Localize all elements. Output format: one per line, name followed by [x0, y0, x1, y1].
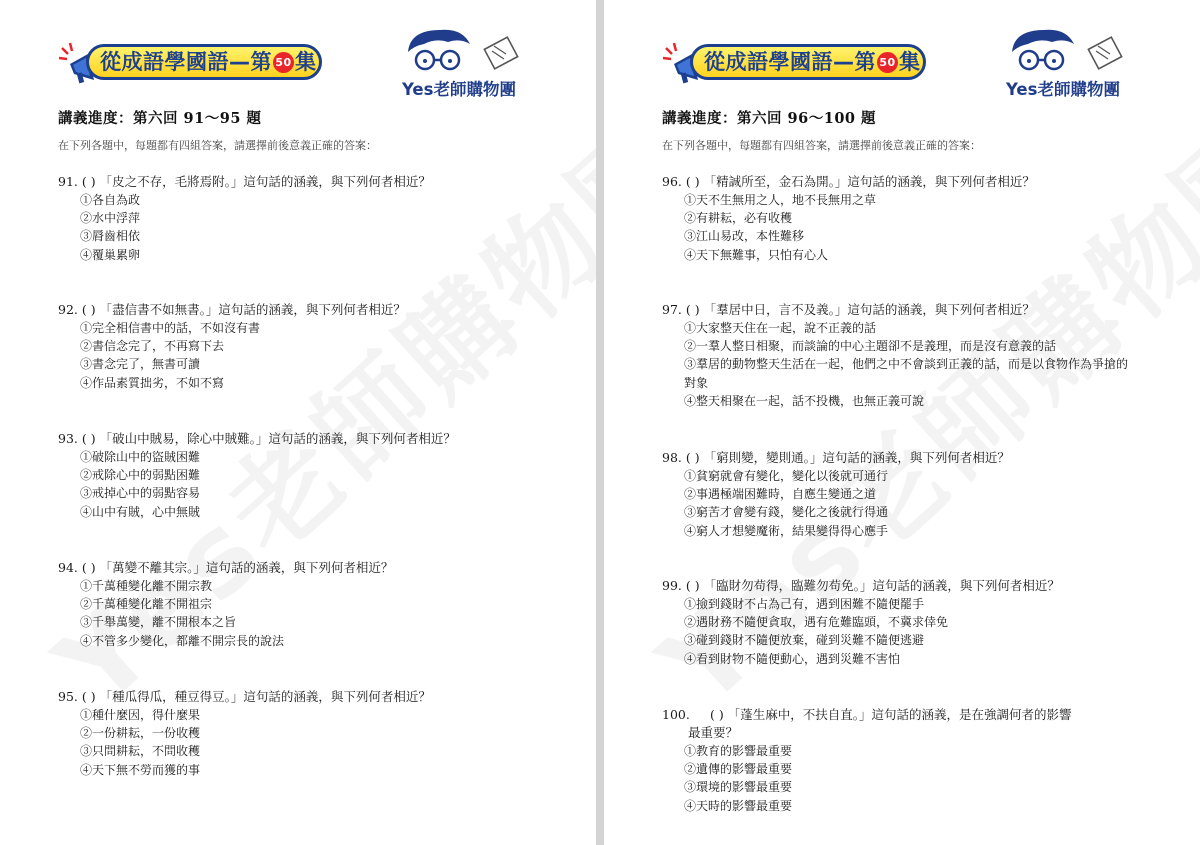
option-1: ①完全相信書中的話，不如沒有書	[80, 321, 261, 335]
worksheet-page-left	[0, 0, 596, 845]
option-3: ③書念完了，無書可讀	[80, 357, 201, 372]
option-3: ③千舉萬變，離不開根本之旨	[80, 615, 237, 630]
question-95: 95. ( ) 「種瓜得瓜，種豆得豆。」這句話的涵義，與下列何者相近？ ①種什麼因，得什麼果 ②一份耕耘，一份收穫 ③只問耕耘，不問收穫 ④天下無不勞而獲的事	[58, 688, 558, 779]
question-96: 96. ( ) 「精誠所至，金石為開。」這句話的涵義，與下列何者相近？ ①天不生無用之人，地不長無用之草 ②有耕耘，必有收穫 ③江山易改，本性難移 ④天下無難事，只怕有心人	[662, 173, 1162, 264]
instructions: 在下列各題中，每題都有四組答案，請選擇前後意義正確的答案：	[662, 139, 981, 152]
teacher-face-icon	[400, 24, 535, 80]
answer-blank: ( )	[710, 707, 724, 722]
question-91: 91. ( ) 「皮之不存，毛將焉附。」這句話的涵義，與下列何者相近？ ①各自為政 ②水中浮萍 ③脣齒相依 ④覆巢累卵	[58, 173, 558, 264]
option-1: ①破除山中的盜賊困難	[80, 450, 201, 464]
answer-blank: ( )	[685, 450, 700, 465]
option-2: ②一份耕耘，一份收穫	[80, 726, 201, 741]
answer-blank: ( )	[685, 578, 700, 593]
option-4: ④不管多少變化，都離不開宗長的說法	[80, 633, 285, 648]
episode-badge: 50	[877, 52, 898, 73]
option-2: ②有耕耘，必有收穫	[684, 211, 793, 226]
option-4: ④天時的影響最重要	[684, 798, 793, 813]
option-2: ②遺傳的影響最重要	[684, 762, 793, 777]
brand-logo	[1004, 24, 1139, 102]
question-98: 98. ( ) 「窮則變，變則通。」這句話的涵義，與下列何者相近？ ①貧窮就會有變化，變化以後就可通行 ②事遇極端困難時，自應生變通之道 ③窮苦才會變有錢，變化之後就行得通 ④窮人才想變魔術，結果變得得心應手	[662, 449, 1162, 540]
answer-blank: ( )	[81, 431, 96, 446]
question-100: 100. ( ) 「蓬生麻中，不扶自直。」這句話的涵義，是在強調何者的影響 最重要？ ①教育的影響最重要 ②遺傳的影響最重要 ③環境的影響最重要 ④天時的影響最重要	[662, 706, 1162, 815]
instructions: 在下列各題中，每題都有四組答案，請選擇前後意義正確的答案：	[58, 139, 377, 152]
option-1: ①天不生無用之人，地不長無用之草	[684, 193, 877, 207]
option-3: ③環境的影響最重要	[684, 780, 793, 795]
option-1: ①大家整天住在一起，說不正義的話	[684, 321, 877, 335]
episode-badge: 50	[273, 52, 294, 73]
option-2: ②事遇極端困難時，自應生變通之道	[684, 487, 877, 502]
option-4: ④整天相聚在一起，話不投機，也無正義可說	[684, 393, 925, 408]
brand-logo	[400, 24, 535, 102]
question-97: 97. ( ) 「羣居中日，言不及義。」這句話的涵義，與下列何者相近？ ①大家整天住在一起，說不正義的話 ②一羣人整日相聚，而談論的中心主題卻不是義理，而是沒有意義的話 ③羣居的動物整天生活在一起，他們之中不會談到正義的話，而是以食物作為爭搶的對象 ④整天相聚在一起，話不投機，也無正義可說	[662, 301, 1162, 410]
option-4: ④窮人才想變魔術，結果變得得心應手	[684, 523, 889, 538]
option-4: ④天下無難事，只怕有心人	[684, 247, 829, 262]
option-2: ②千萬種變化離不開祖宗	[80, 597, 213, 612]
question-92: 92. ( ) 「盡信書不如無書。」這句話的涵義，與下列何者相近？ ①完全相信書中的話，不如沒有書 ②書信念完了，不再寫下去 ③書念完了，無書可讀 ④作品素質拙劣，不如不寫	[58, 301, 558, 392]
option-1: ①貧窮就會有變化，變化以後就可通行	[684, 469, 889, 483]
answer-blank: ( )	[685, 302, 700, 317]
option-1: ①千萬種變化離不開宗教	[80, 579, 213, 593]
answer-blank: ( )	[81, 302, 96, 317]
teacher-face-icon	[1004, 24, 1139, 80]
section-heading: 講義進度：第六回 91～95 題	[58, 110, 262, 127]
option-4: ④天下無不勞而獲的事	[80, 762, 201, 777]
option-1: ①各自為政	[80, 193, 141, 207]
option-1: ①教育的影響最重要	[684, 744, 793, 758]
banner-title: 從成語學國語—第 50 集	[100, 50, 317, 74]
series-banner	[58, 38, 326, 90]
option-3: ③戒掉心中的弱點容易	[80, 486, 201, 501]
option-3: ③窮苦才會變有錢，變化之後就行得通	[684, 505, 889, 520]
series-banner	[662, 38, 930, 90]
answer-blank: ( )	[81, 560, 96, 575]
option-2: ②水中浮萍	[80, 211, 141, 226]
worksheet-page-right	[604, 0, 1200, 845]
question-93: 93. ( ) 「破山中賊易，除心中賊難。」這句話的涵義，與下列何者相近？ ①破除山中的盜賊困難 ②戒除心中的弱點困難 ③戒掉心中的弱點容易 ④山中有賊，心中無賊	[58, 430, 558, 521]
answer-blank: ( )	[81, 689, 96, 704]
banner-title: 從成語學國語—第 50 集	[704, 50, 921, 74]
section-heading: 講義進度：第六回 96～100 題	[662, 110, 877, 127]
option-1: ①撿到錢財不占為己有，遇到困難不隨便罷手	[684, 597, 925, 611]
option-2: ②戒除心中的弱點困難	[80, 468, 201, 483]
answer-blank: ( )	[685, 174, 700, 189]
answer-blank: ( )	[81, 174, 96, 189]
question-99: 99. ( ) 「臨財勿苟得，臨難勿苟免。」這句話的涵義，與下列何者相近？ ①撿到錢財不占為己有，遇到困難不隨便罷手 ②遇財務不隨便貪取，遇有危難臨頭，不冀求倖免 ③碰到錢財不隨便放棄，碰到災難不隨便逃避 ④看到財物不隨便動心，遇到災難不害怕	[662, 577, 1162, 668]
page-divider	[596, 0, 604, 845]
option-4: ④覆巢累卵	[80, 247, 141, 262]
option-3: ③脣齒相依	[80, 229, 141, 244]
option-3: ③碰到錢財不隨便放棄，碰到災難不隨便逃避	[684, 633, 925, 648]
option-2: ②書信念完了，不再寫下去	[80, 339, 225, 354]
option-4: ④看到財物不隨便動心，遇到災難不害怕	[684, 651, 901, 666]
brand-name: Yes老師購物團	[402, 80, 516, 99]
option-3: ③江山易改，本性難移	[684, 229, 805, 244]
brand-name: Yes老師購物團	[1006, 80, 1120, 99]
option-3: ③只問耕耘，不問收穫	[80, 744, 201, 759]
option-1: ①種什麼因，得什麼果	[80, 708, 201, 722]
option-4: ④作品素質拙劣，不如不寫	[80, 375, 225, 390]
option-3: ③羣居的動物整天生活在一起，他們之中不會談到正義的話，而是以食物作為爭搶的對象	[684, 357, 1129, 390]
option-4: ④山中有賊，心中無賊	[80, 504, 201, 519]
question-94: 94. ( ) 「萬變不離其宗。」這句話的涵義，與下列何者相近？ ①千萬種變化離不開宗教 ②千萬種變化離不開祖宗 ③千舉萬變，離不開根本之旨 ④不管多少變化，都離不開宗長的說法	[58, 559, 558, 650]
option-2: ②遇財務不隨便貪取，遇有危難臨頭，不冀求倖免	[684, 615, 949, 630]
option-2: ②一羣人整日相聚，而談論的中心主題卻不是義理，而是沒有意義的話	[684, 339, 1057, 354]
